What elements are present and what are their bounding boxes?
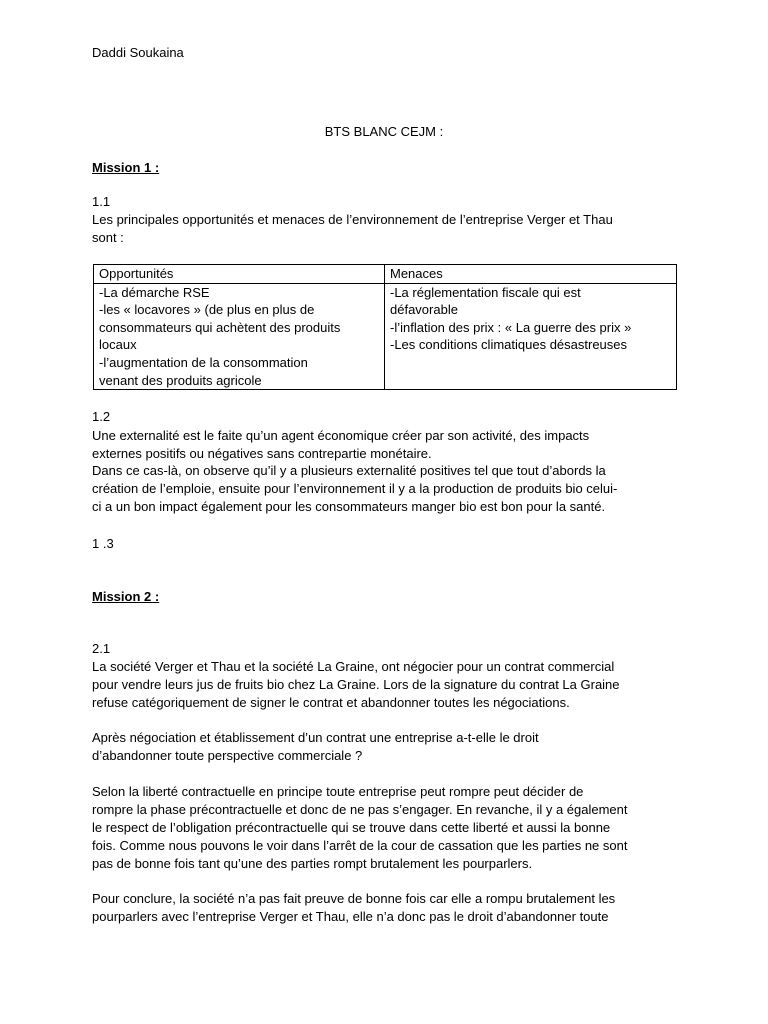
paragraph-line: pas de bonne fois tant qu’une des parties rompt brutalement les pourparlers. [92, 856, 533, 871]
question-line: d’abandonner toute perspective commerciale ? [92, 748, 363, 763]
question-1-2-line: création de l’emploie, ensuite pour l’environnement il y a la production de produits bio celui- [92, 481, 618, 496]
question-1-2-line: externes positifs ou négatives sans contrepartie monétaire. [92, 446, 432, 461]
question-1-1-intro-line: sont : [92, 230, 124, 245]
opportunities-threats-table [93, 264, 677, 390]
paragraph-line: refuse catégoriquement de signer le contrat et abandonner toutes les négociations. [92, 695, 570, 710]
document-title: BTS BLANC CEJM : [324, 124, 444, 139]
question-1-2-number: 1.2 [92, 409, 111, 424]
paragraph-line: La société Verger et Thau et la société La Graine, ont négocier pour un contrat commercial [92, 659, 615, 674]
opportunity-line: -l’augmentation de la consommation [99, 354, 308, 370]
paragraph-line: pour vendre leurs jus de fruits bio chez La Graine. Lors de la signature du contrat La Graine [92, 677, 620, 692]
paragraph-line: fois. Comme nous pouvons le voir dans l’arrêt de la cour de cassation que les parties ne sont [92, 838, 628, 853]
paragraph-line: rompre la phase précontractuelle et donc de ne pas s’engager. En revanche, il y a également [92, 802, 628, 817]
threat-line: -Les conditions climatiques désastreuses [390, 337, 628, 353]
question-line: Après négociation et établissement d’un contrat une entreprise a-t-elle le droit [92, 730, 539, 745]
paragraph-line: Selon la liberté contractuelle en principe toute entreprise peut rompre peut décider de [92, 784, 584, 799]
question-1-1-intro-line: Les principales opportunités et menaces de l’environnement de l’entreprise Verger et Thau [92, 212, 613, 227]
paragraph-line: pourparlers avec l’entreprise Verger et Thau, elle n’a donc pas le droit d’abandonner toute [92, 909, 609, 924]
question-1-2-line: Une externalité est le faite qu’un agent économique créer par son activité, des impacts [92, 428, 590, 443]
opportunity-line: -les « locavores » (de plus en plus de [99, 302, 315, 318]
mission-1-heading: Mission 1 : [92, 160, 160, 175]
header-opportunities: Opportunités [94, 265, 385, 284]
question-2-1-number: 2.1 [92, 641, 111, 656]
paragraph-line: Pour conclure, la société n’a pas fait preuve de bonne fois car elle a rompu brutalement les [92, 891, 616, 906]
question-1-2-line: Dans ce cas-là, on observe qu’il y a plusieurs externalité positives tel que tout d’abords la [92, 463, 606, 478]
opportunity-line: locaux [99, 337, 137, 353]
author-name: Daddi Soukaina [92, 45, 184, 60]
threats-cell [385, 283, 677, 390]
opportunity-line: venant des produits agricole [99, 372, 262, 388]
mission-2-heading: Mission 2 : [92, 589, 160, 604]
table-body-row [94, 283, 677, 390]
paragraph-line: le respect de l’obligation précontractuelle qui se trouve dans cette liberté et aussi la bonne [92, 820, 611, 835]
question-1-1-number: 1.1 [92, 194, 111, 209]
opportunities-cell [94, 283, 385, 390]
threat-line: défavorable [390, 302, 458, 318]
question-1-3-number: 1 .3 [92, 536, 114, 551]
question-1-2-line: ci a un bon impact également pour les consommateurs manger bio est bon pour la santé. [92, 499, 606, 514]
opportunity-line: -La démarche RSE [99, 284, 210, 300]
opportunity-line: consommateurs qui achètent des produits [99, 319, 341, 335]
threat-line: -La réglementation fiscale qui est [390, 284, 581, 300]
header-threats: Menaces [385, 265, 677, 284]
threat-line: -l’inflation des prix : « La guerre des prix » [390, 319, 632, 335]
table-header-row [94, 265, 677, 284]
